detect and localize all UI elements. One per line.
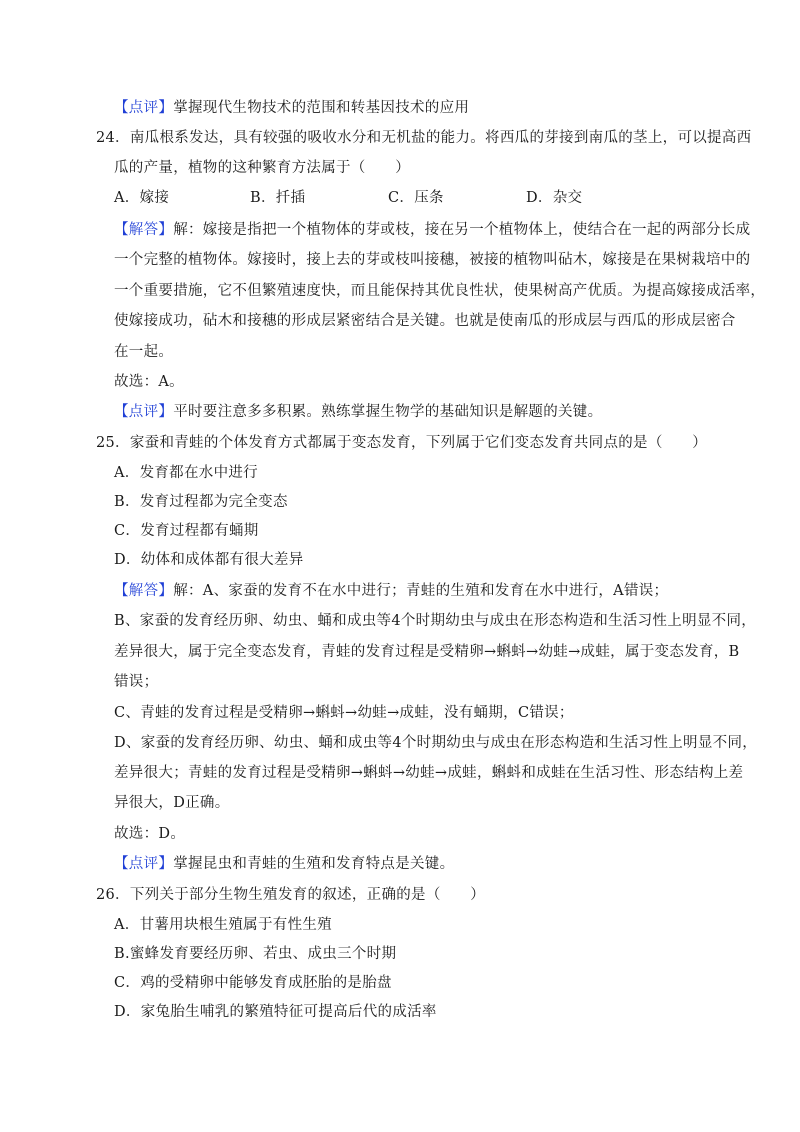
question-25-stem: 25．家蚕和青蛙的个体发育方式都属于变态发育，下列属于它们变态发育共同点的是（ ） [96, 435, 708, 451]
answer-25-line2: B、家蚕的发育经历卵、幼虫、蛹和成虫等4个时期幼虫与成虫在形态构造和生活习性上明显不同， [114, 613, 757, 629]
option-a: A．嫁接 [114, 190, 170, 206]
question-26-stem: 26．下列关于部分生物生殖发育的叙述，正确的是（ ） [96, 887, 486, 903]
option-a: A．发育都在水中进行 [114, 465, 258, 481]
option-c: C．鸡的受精卵中能够发育成胚胎的是胎盘 [114, 975, 392, 991]
option-b: B．扦插 [250, 190, 306, 206]
review-text: 掌握现代生物技术的范围和转基因技术的应用 [173, 100, 470, 116]
review-text: 平时要注意多多积累。熟练掌握生物学的基础知识是解题的关键。 [173, 404, 603, 420]
answer-25-line4: 错误； [114, 674, 159, 690]
answer-25-line1 [114, 581, 668, 601]
answer-text: 解：嫁接是指把一个植物体的芽或枝，接在另一个植物体上，使结合在一起的两部分长成 [173, 222, 751, 238]
answer-25-line5: C、青蛙的发育过程是受精卵→蝌蚪→幼蛙→成蛙，没有蛹期，C错误； [114, 705, 574, 721]
option-b: B.蜜蜂发育要经历卵、若虫、成虫三个时期 [114, 946, 397, 962]
option-d: D．家兔胎生哺乳的繁殖特征可提高后代的成活率 [114, 1004, 437, 1020]
review-tag: 【点评】 [114, 100, 174, 116]
review-23 [114, 98, 469, 118]
answer-24-line5: 在一起。 [114, 344, 174, 360]
question-24-stem-line1: 24．南瓜根系发达，具有较强的吸收水分和无机盐的能力。将西瓜的芽接到南瓜的茎上，可以提高西 [96, 130, 752, 146]
review-tag: 【点评】 [114, 404, 174, 420]
question-24-stem-line2: 瓜的产量，植物的这种繁育方法属于（ ） [114, 160, 410, 176]
option-c: C．发育过程都有蛹期 [114, 523, 259, 539]
answer-25-line7: 差异很大；青蛙的发育过程是受精卵→蝌蚪→幼蛙→成蛙，蝌蚪和成蛙在生活习性、形态结构上差 [114, 765, 744, 781]
choice-25: 故选：D。 [114, 826, 186, 842]
answer-24-line1 [114, 220, 750, 240]
answer-tag: 【解答】 [114, 583, 174, 599]
option-d: D．幼体和成体都有很大差异 [114, 552, 304, 568]
option-d: D．杂交 [526, 190, 583, 206]
review-tag: 【点评】 [114, 856, 174, 872]
review-25 [114, 854, 454, 874]
answer-24-line3: 一个重要措施，它不但繁殖速度快，而且能保持其优良性状，使果树高产优质。为提高嫁接成活率， [114, 283, 766, 299]
answer-24-line2: 一个完整的植物体。嫁接时，接上去的芽或枝叫接穗，被接的植物叫砧木，嫁接是在果树栽培中的 [114, 252, 751, 268]
option-c: C．压条 [388, 190, 444, 206]
review-text: 掌握昆虫和青蛙的生殖和发育特点是关键。 [173, 856, 455, 872]
answer-25-line6: D、家蚕的发育经历卵、幼虫、蛹和成虫等4个时期幼虫与成虫在形态构造和生活习性上明显不同， [114, 735, 758, 751]
review-24 [114, 402, 602, 422]
answer-24-line4: 使嫁接成功，砧木和接穗的形成层紧密结合是关键。也就是使南瓜的形成层与西瓜的形成层密合 [114, 313, 736, 329]
option-a: A．甘薯用块根生殖属于有性生殖 [114, 917, 332, 933]
answer-text: 解：A、家蚕的发育不在水中进行；青蛙的生殖和发育在水中进行，A错误； [173, 583, 669, 599]
answer-tag: 【解答】 [114, 222, 174, 238]
answer-25-line8: 异很大，D正确。 [114, 795, 230, 811]
option-b: B．发育过程都为完全变态 [114, 494, 288, 510]
choice-24: 故选：A。 [114, 374, 184, 390]
answer-25-line3: 差异很大，属于完全变态发育，青蛙的发育过程是受精卵→蝌蚪→幼蛙→成蛙，属于变态发育，B [114, 644, 740, 660]
